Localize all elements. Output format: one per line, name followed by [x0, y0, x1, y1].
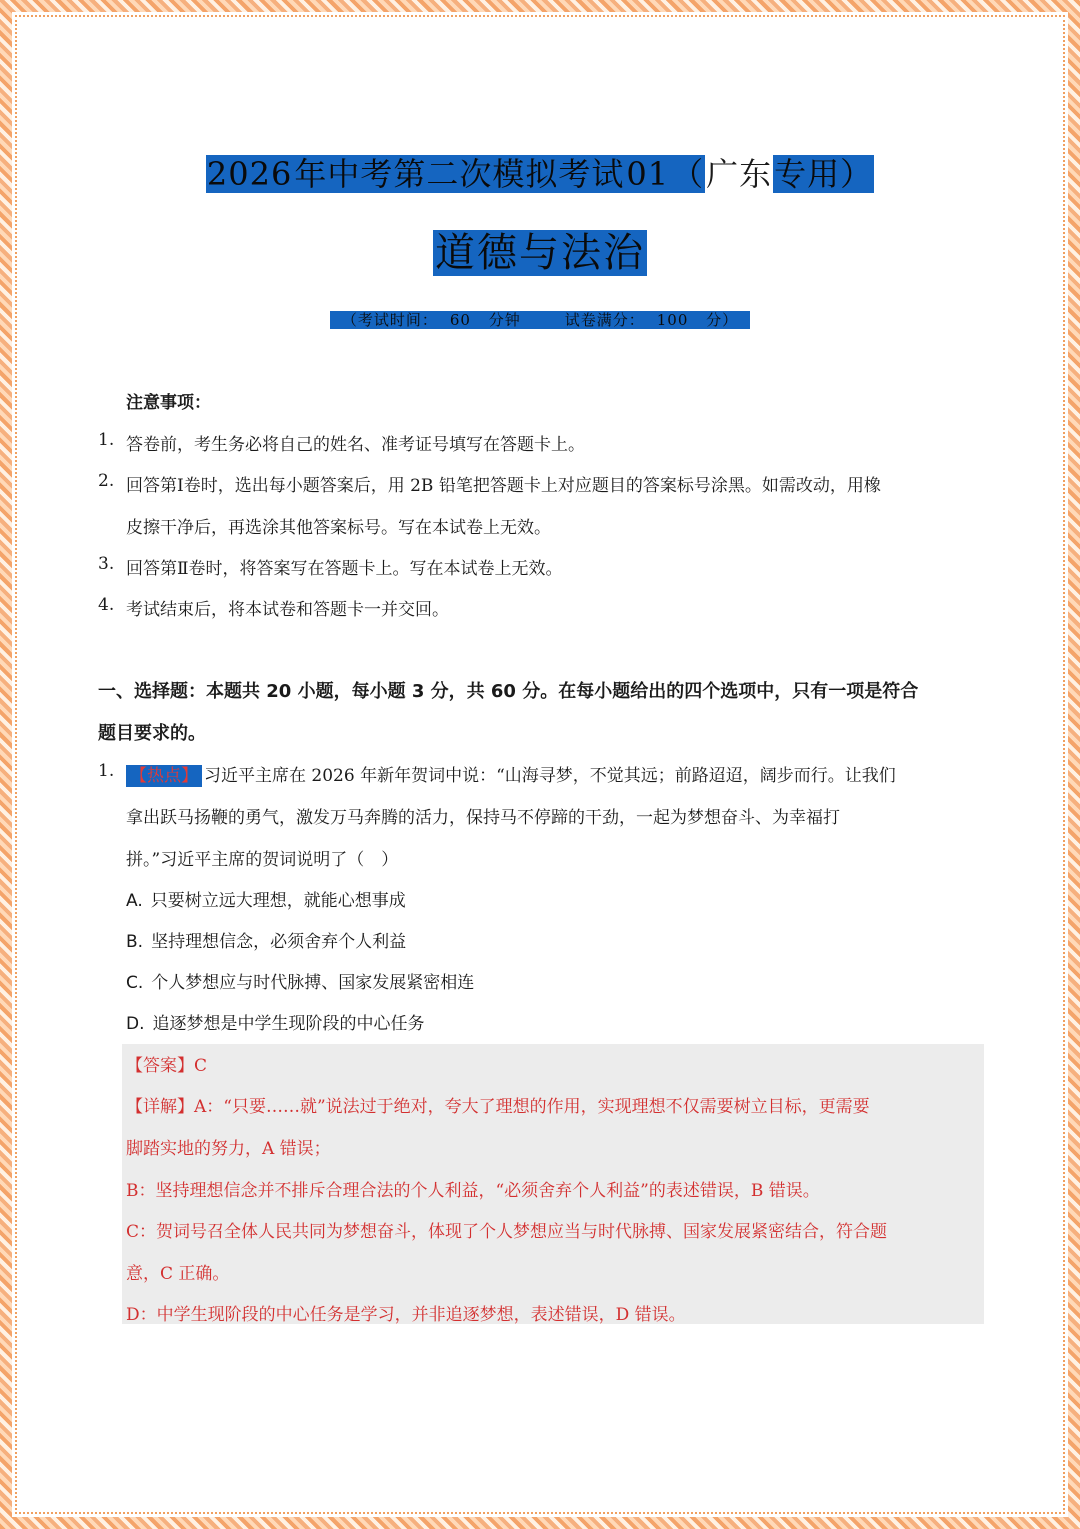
- notice-num-2: 2.: [98, 471, 115, 491]
- notice-num-3: 3.: [98, 554, 115, 574]
- option-d-text: 追逐梦想是中学生现阶段的中心任务: [152, 1014, 425, 1034]
- detail-a-line-2: 脚踏实地的努力，A 错误；: [126, 1139, 331, 1159]
- notice-title: 注意事项：: [126, 393, 211, 413]
- time-unit: 分钟: [488, 311, 521, 329]
- notice-item-3: 回答第Ⅱ卷时，将答案写在答题卡上。写在本试卷上无效。: [126, 559, 563, 579]
- detail-c-line-2: 意，C 正确。: [126, 1264, 230, 1284]
- option-d: [126, 1009, 425, 1034]
- time-value: 60: [449, 311, 471, 329]
- subject-name: 道德与法治: [435, 230, 645, 276]
- detail-a-line-1: 【详解】A：“只要……就”说法过于绝对，夸大了理想的作用，实现理想不仅需要树立目标，更需要: [126, 1097, 870, 1117]
- title-year: 2026: [206, 155, 293, 193]
- exam-info-box: [330, 311, 750, 329]
- option-c-text: 个人梦想应与时代脉搏、国家发展紧密相连: [151, 973, 475, 993]
- question-stem-line-1: [126, 761, 896, 786]
- title-region: 广东: [706, 155, 773, 193]
- question-stem-text-1: 习近平主席在 2026 年新年贺词中说：“山海寻梦，不觉其远；前路迢迢，阔步而行。让我们: [204, 766, 896, 786]
- notice-num-1: 1.: [98, 430, 115, 450]
- subject-title: [0, 226, 1080, 280]
- option-b-letter: B.: [126, 932, 144, 952]
- title-number: 01: [626, 155, 670, 193]
- option-c-letter: C.: [126, 973, 144, 993]
- title-paren: （: [671, 155, 705, 193]
- option-d-letter: D.: [126, 1014, 145, 1034]
- option-b-text: 坚持理想信念，必须舍弃个人利益: [151, 932, 407, 952]
- exam-title: [0, 152, 1080, 196]
- time-label: （考试时间：: [341, 311, 438, 329]
- notice-num-4: 4.: [98, 595, 115, 615]
- option-c: [126, 968, 474, 993]
- notice-item-2-line-2: 皮擦干净后，再选涂其他答案标号。写在本试卷上无效。: [126, 518, 551, 538]
- section-heading-line-1: 一、选择题：本题共 20 小题，每小题 3 分，共 60 分。在每小题给出的四个选项中，只有一项是符合: [98, 681, 919, 702]
- notice-item-4: 考试结束后，将本试卷和答题卡一并交回。: [126, 600, 449, 620]
- detail-c-line-1: C：贺词号召全体人民共同为梦想奋斗，体现了个人梦想应当与时代脉搏、国家发展紧密结合，符合题: [126, 1222, 888, 1242]
- exam-info: [0, 307, 1080, 333]
- answer-line: 【答案】C: [126, 1056, 208, 1076]
- question-stem-line-3: 拼。”习近平主席的贺词说明了（ ）: [126, 850, 399, 870]
- title-main: 年中考第二次模拟考试: [294, 155, 625, 193]
- hot-topic-tag: 【热点】: [126, 765, 202, 787]
- detail-d: D：中学生现阶段的中心任务是学习，并非追逐梦想，表述错误，D 错误。: [126, 1305, 686, 1325]
- score-value: 100: [656, 311, 689, 329]
- score-unit: 分）: [706, 311, 739, 329]
- option-a-text: 只要树立远大理想，就能心想事成: [150, 891, 406, 911]
- notice-item-2-line-1: 回答第Ⅰ卷时，选出每小题答案后，用 2B 铅笔把答题卡上对应题目的答案标号涂黑。如需改动，用橡: [126, 476, 881, 496]
- option-a-letter: A.: [126, 891, 143, 911]
- option-a: [126, 886, 406, 911]
- option-b: [126, 927, 406, 952]
- title-special: 专用）: [774, 155, 874, 193]
- notice-item-1: 答卷前，考生务必将自己的姓名、准考证号填写在答题卡上。: [126, 435, 585, 455]
- detail-b: B：坚持理想信念并不排斥合理合法的个人利益，“必须舍弃个人利益”的表述错误，B 错误。: [126, 1181, 820, 1201]
- question-stem-line-2: 拿出跃马扬鞭的勇气，激发万马奔腾的活力，保持马不停蹄的干劲，一起为梦想奋斗、为幸福打: [126, 808, 840, 828]
- section-heading-line-2: 题目要求的。: [98, 723, 206, 744]
- question-number: 1.: [98, 761, 115, 781]
- score-label: 试卷满分：: [564, 311, 645, 329]
